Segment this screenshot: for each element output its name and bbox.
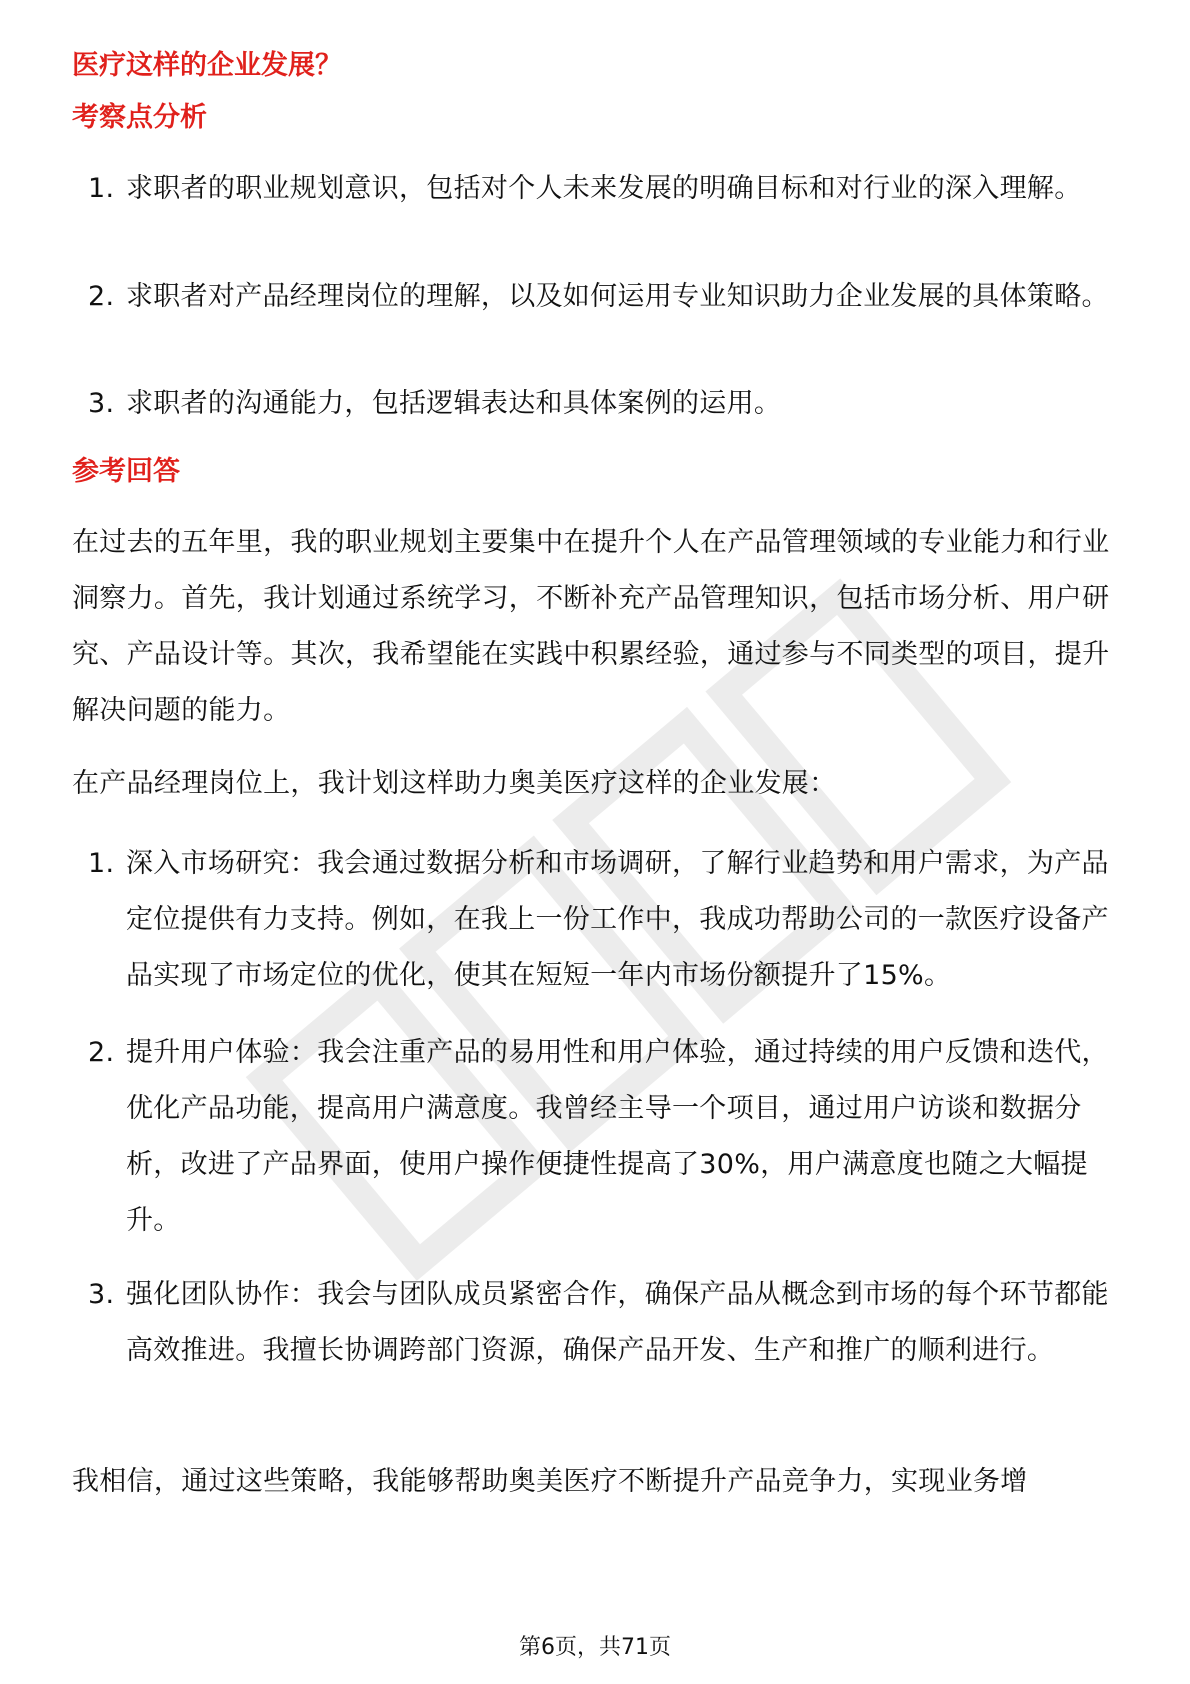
continued-question-heading: 医疗这样的企业发展？ — [72, 50, 342, 81]
list-text: 提升用户体验：我会注重产品的易用性和用户体验，通过持续的用户反馈和迭代，优化产品功能，提高用户满意度。我曾经主导一个项目，通过用户访谈和数据分析，改进了产品界面，使用户操作便捷性提高了30%，用户满意度也随之大幅提升。 — [126, 1037, 1109, 1236]
answer-paragraph-3: 我相信，通过这些策略，我能够帮助奥美医疗不断提升产品竞争力，实现业务增 — [72, 1466, 1028, 1497]
list-number: 2. — [88, 281, 115, 312]
list-text: 求职者的沟通能力，包括逻辑表达和具体案例的运用。 — [126, 388, 782, 419]
analysis-heading: 考察点分析 — [72, 102, 207, 133]
answer-heading: 参考回答 — [72, 456, 180, 487]
list-number: 3. — [88, 1279, 115, 1310]
list-number: 2. — [88, 1037, 115, 1068]
list-text: 强化团队协作：我会与团队成员紧密合作，确保产品从概念到市场的每个环节都能高效推进。我擅长协调跨部门资源，确保产品开发、生产和推广的顺利进行。 — [126, 1279, 1109, 1366]
list-text: 求职者对产品经理岗位的理解，以及如何运用专业知识助力企业发展的具体策略。 — [126, 281, 1109, 312]
list-number: 3. — [88, 388, 115, 419]
list-number: 1. — [88, 173, 115, 204]
answer-paragraph-1: 在过去的五年里，我的职业规划主要集中在提升个人在产品管理领域的专业能力和行业洞察力。首先，我计划通过系统学习，不断补充产品管理知识，包括市场分析、用户研究、产品设计等。其次，我希望能在实践中积累经验，通过参与不同类型的项目，提升解决问题的能力。 — [72, 527, 1110, 726]
list-text: 深入市场研究：我会通过数据分析和市场调研，了解行业趋势和用户需求，为产品定位提供有力支持。例如，在我上一份工作中，我成功帮助公司的一款医疗设备产品实现了市场定位的优化，使其在短短一年内市场份额提升了15%。 — [126, 848, 1109, 991]
answer-paragraph-2: 在产品经理岗位上，我计划这样助力奥美医疗这样的企业发展： — [72, 768, 837, 799]
list-number: 1. — [88, 848, 115, 879]
page-number-footer: 第6页，共71页 — [519, 1635, 671, 1660]
list-text: 求职者的职业规划意识，包括对个人未来发展的明确目标和对行业的深入理解。 — [126, 173, 1082, 204]
